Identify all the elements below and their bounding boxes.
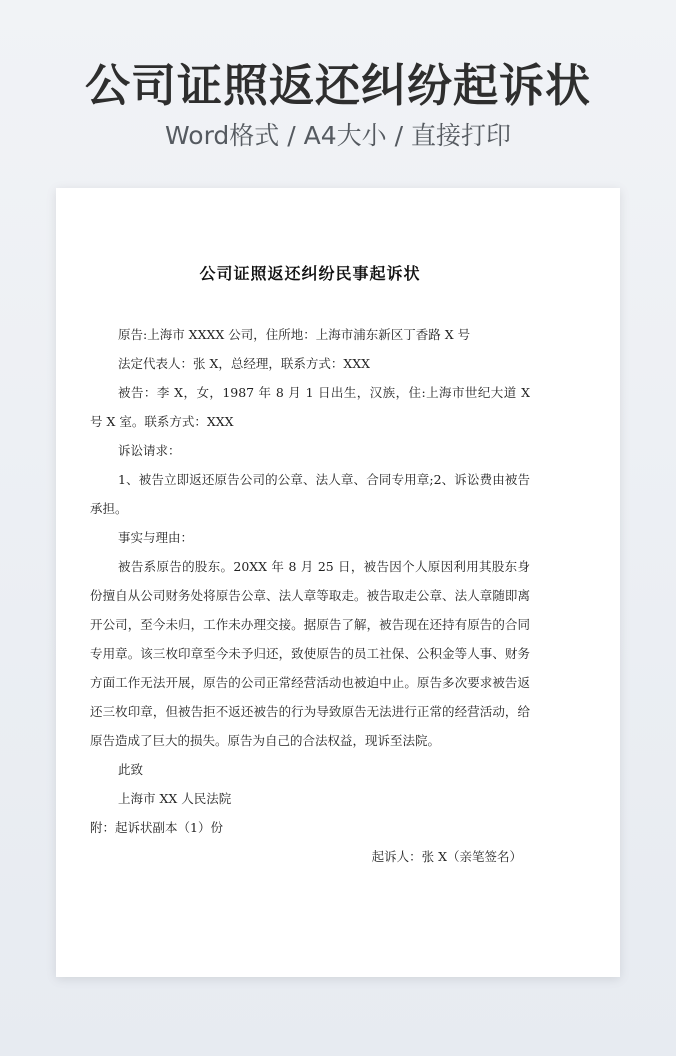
plaintiff-line: 原告:上海市 XXXX 公司，住所地：上海市浦东新区丁香路 X 号 [118, 327, 471, 342]
defendant-paragraph: 被告：李 X，女，1987 年 8 月 1 日出生，汉族，住:上海市世纪大道 X 号 X 室。联系方式：XXX [90, 385, 530, 429]
document-title: 公司证照返还纠纷民事起诉状 [199, 264, 421, 283]
banner [0, 58, 676, 152]
facts-paragraph: 被告系原告的股东。20XX 年 8 月 25 日，被告因个人原因利用其股东身份擅自从公司财务处将原告公章、法人章等取走。被告取走公章、法人章随即离开公司，至今未归，工作未办理交接。据原告了解，被告现在还持有原告的合同专用章。该三枚印章至今未予归还，致使原告的员工社保、公积金等人事、财务方面工作无法开展，原告的公司正常经营活动也被迫中止。原告多次要求被告返还三枚印章，但被告拒不返还被告的行为导致原告无法进行正常的经营活动，给原告造成了巨大的损失。原告为自己的合法权益，现诉至法院。 [90, 559, 530, 748]
court-line: 上海市 XX 人民法院 [118, 791, 232, 806]
attachment-line: 附：起诉状副本（1）份 [90, 820, 223, 835]
claims-heading: 诉讼请求： [118, 443, 181, 458]
claims-paragraph: 1、被告立即返还原告公司的公章、法人章、合同专用章;2、诉讼费由被告承担。 [90, 472, 530, 516]
legal-representative-line: 法定代表人：张 X，总经理，联系方式：XXX [118, 356, 371, 371]
banner-title: 公司证照返还纠纷起诉状 [84, 59, 591, 112]
signature-line: 起诉人：张 X（亲笔签名） [371, 849, 522, 864]
facts-heading: 事实与理由： [118, 530, 194, 545]
banner-subtitle: Word格式 / A4大小 / 直接打印 [165, 121, 511, 150]
closing-line: 此致 [118, 762, 144, 777]
document-body [90, 320, 530, 871]
